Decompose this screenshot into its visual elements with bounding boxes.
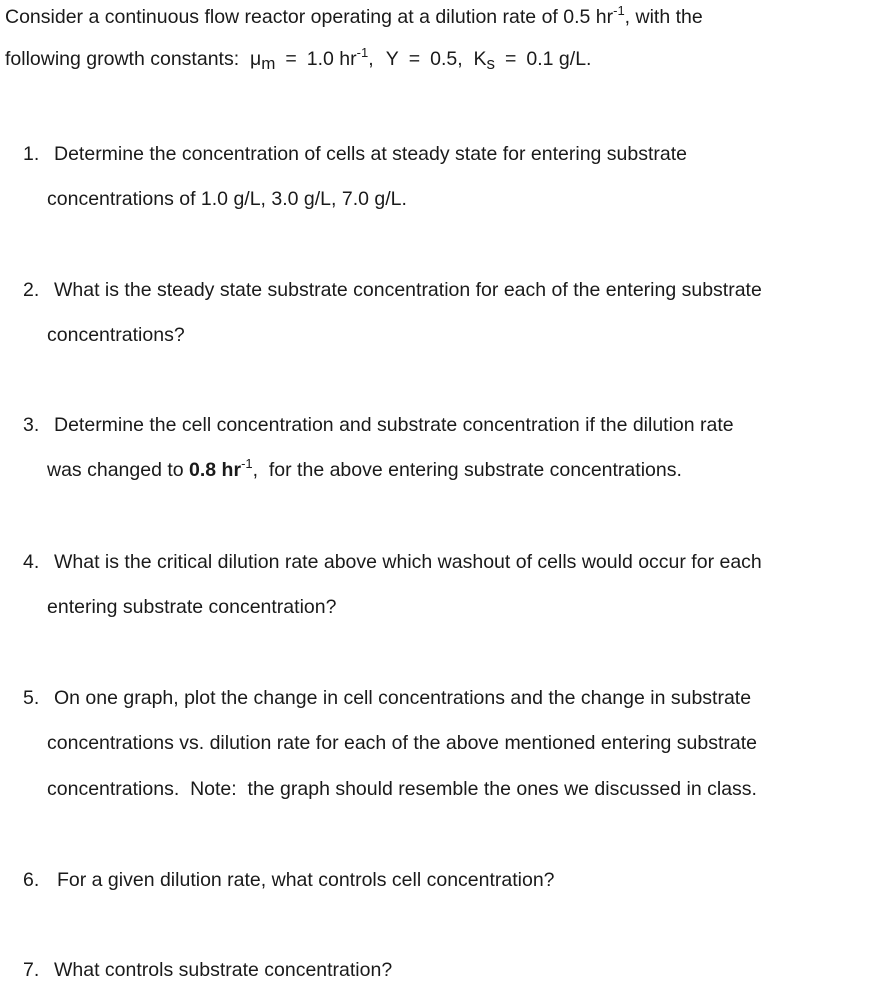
question-7-number: 7. (23, 959, 40, 981)
question-3-text-1: Determine the cell concentration and substrate concentration if the dilution rate (54, 414, 734, 436)
new-dilution-rate: 0.8 hr (189, 459, 242, 481)
question-5-line-3: concentrations. Note: the graph should resemble the ones we discussed in class. (47, 778, 757, 800)
question-5-number: 5. (23, 687, 40, 709)
question-4-line-2: entering substrate concentration? (47, 596, 337, 618)
question-4-line-1 (23, 553, 762, 573)
mu-max-symbol: μ (249, 48, 262, 70)
intro-line-1-exponent: -1 (613, 3, 625, 18)
question-2-text-1: What is the steady state substrate concentration for each of the entering substrate (54, 279, 762, 301)
question-1-line-2: concentrations of 1.0 g/L, 3.0 g/L, 7.0 g/L. (47, 188, 407, 210)
intro-line-1 (5, 3, 703, 28)
question-7-text-1: What controls substrate concentration? (54, 959, 393, 981)
question-2-line-1 (23, 281, 762, 301)
ks-equals: = (505, 48, 517, 70)
ks-symbol: K (473, 48, 487, 70)
question-5-line-2: concentrations vs. dilution rate for each of the above mentioned entering substrate (47, 732, 758, 754)
question-6-text-1: For a given dilution rate, what controls cell concentration? (57, 869, 555, 891)
yield-value: 0.5, (430, 48, 463, 70)
yield-symbol: Y (385, 48, 399, 70)
mu-equals: = (285, 48, 297, 70)
question-1-number: 1. (23, 143, 40, 165)
mu-comma: , (368, 48, 374, 70)
question-3-text-2: was changed to (47, 459, 184, 481)
ks-subscript: s (486, 54, 496, 73)
question-3-tail: , for the above entering substrate concentrations. (252, 459, 682, 481)
new-dilution-rate-exponent: -1 (241, 456, 253, 471)
question-7-line-1 (23, 961, 392, 981)
question-2-line-2: concentrations? (47, 324, 185, 346)
question-5-line-1 (23, 689, 751, 709)
mu-max-value: 1.0 hr (306, 48, 357, 70)
question-4-text-1: What is the critical dilution rate above which washout of cells would occur for each (54, 551, 762, 573)
growth-constants-lead: following growth constants: (5, 48, 240, 70)
question-3-line-1 (23, 416, 734, 436)
question-3-line-2 (47, 456, 682, 481)
yield-equals: = (408, 48, 421, 70)
question-3-number: 3. (23, 414, 40, 436)
question-1-text-1: Determine the concentration of cells at steady state for entering substrate (54, 143, 688, 165)
intro-line-1-text: Consider a continuous flow reactor operating at a dilution rate of 0.5 hr (5, 6, 614, 28)
mu-max-exponent: -1 (356, 45, 369, 60)
question-4-number: 4. (23, 551, 40, 573)
ks-value: 0.1 g/L. (526, 48, 592, 70)
question-6-line-1 (23, 871, 555, 891)
question-2-number: 2. (23, 279, 40, 301)
question-6-number: 6. (23, 869, 40, 891)
mu-max-subscript: m (261, 54, 276, 73)
question-5-text-1: On one graph, plot the change in cell concentrations and the change in substrate (54, 687, 752, 709)
intro-line-1-tail: , with the (624, 6, 703, 28)
intro-line-2 (5, 45, 592, 73)
question-1-line-1 (23, 145, 687, 165)
